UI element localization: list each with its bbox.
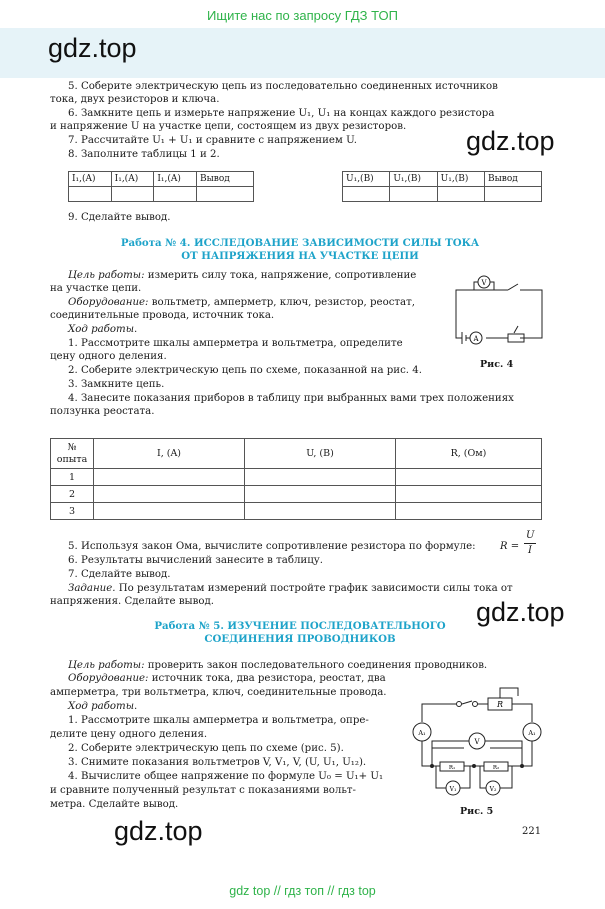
figure-4-voltmeter-label: V: [481, 279, 487, 287]
top-line-5: 7. Рассчитайте U₁ + U₁ и сравните с напряжением U.: [68, 135, 357, 146]
work4-table-header-resistance: R, (Ом): [396, 439, 542, 469]
table-row: [51, 503, 542, 520]
figure-5-v2-label: V₂: [489, 786, 497, 793]
work4-equipment: [68, 296, 415, 309]
footer-links[interactable]: gdz top // гдз топ // гдз top: [229, 884, 376, 898]
work4-task: [68, 582, 513, 595]
table-1-header: I₁,(A): [69, 172, 112, 187]
work5-step-2: 2. Соберите электрическую цепь по схеме (рис. 5).: [68, 743, 344, 754]
work5-equipment-label: Оборудование:: [68, 673, 149, 684]
work5-progress-label: Ход работы.: [68, 701, 138, 712]
work5-step-1b: делите цену одного деления.: [50, 729, 208, 740]
work4-table: [50, 438, 542, 520]
work5-equipment-text-2: амперметра, три вольтметра, ключ, соединительные провода.: [50, 687, 387, 698]
watermark: gdz.top: [48, 33, 137, 63]
top-banner[interactable]: Ищите нас по запросу ГДЗ ТОП: [207, 8, 398, 23]
work5-step-4c: метра. Сделайте вывод.: [50, 799, 179, 810]
work4-step-1: 1. Рассмотрите шкалы амперметра и вольтметра, определите: [68, 338, 403, 349]
figure-4-caption: Рис. 4: [480, 359, 514, 370]
work4-step-1b: цену одного деления.: [50, 351, 167, 362]
table-2: [342, 171, 542, 202]
work4-progress-label: Ход работы.: [68, 324, 138, 335]
work4-goal: [68, 269, 416, 282]
watermark-4: gdz.top: [114, 816, 203, 846]
work4-goal-label: Цель работы:: [68, 270, 145, 281]
work4-table-header-current: I, (A): [94, 439, 245, 469]
page-number: 221: [522, 826, 542, 837]
work4-goal-text-2: на участке цепи.: [50, 283, 142, 294]
work4-step-5: 5. Используя закон Ома, вычислите сопротивление резистора по формуле:: [68, 541, 476, 552]
figure-5-r1-label: R₁: [448, 765, 456, 771]
table-row: [51, 469, 542, 486]
work4-table-cell: 2: [51, 486, 94, 503]
work5-step-3: 3. Снимите показания вольтметров V, V₁, V, (U, U₁, U₁₂).: [68, 757, 367, 768]
work4-title-line2: ОТ НАПРЯЖЕНИЯ НА УЧАСТКЕ ЦЕПИ: [181, 250, 419, 262]
formula-r: R =: [500, 541, 520, 552]
work5-equipment-text: источник тока, два резистора, реостат, два: [148, 673, 386, 684]
formula-numerator: U: [526, 530, 535, 541]
table-row: [51, 486, 542, 503]
work4-title-line1: Работа № 4. ИССЛЕДОВАНИЕ ЗАВИСИМОСТИ СИЛЫ ТОКА: [120, 237, 480, 249]
work4-table-cell: 1: [51, 469, 94, 486]
figure-5-caption: Рис. 5: [460, 806, 494, 817]
figure-5-r2-label: R₂: [492, 765, 500, 771]
figure-5-circuit: [408, 666, 553, 806]
work4-table-cell: 3: [51, 503, 94, 520]
table-1-header: I₁,(A): [154, 172, 197, 187]
work5-goal-label: Цель работы:: [68, 660, 145, 671]
figure-4-circuit: [448, 272, 548, 358]
work4-step-4a: 4. Занесите показания приборов в таблицу при выбранных вами трех положениях: [68, 393, 514, 404]
figure-5-voltmeter-label: V: [474, 738, 480, 746]
work4-task-text-2: напряжения. Сделайте вывод.: [50, 596, 215, 607]
top-line-2: тока, двух резисторов и ключа.: [50, 94, 220, 105]
work4-table-header-num: № опыта: [51, 439, 94, 469]
work4-step-6: 6. Результаты вычислений занесите в таблицу.: [68, 555, 323, 566]
table-2-header: U₁,(B): [437, 172, 484, 187]
work4-task-text: По результатам измерений постройте график зависимости силы тока от: [115, 583, 513, 594]
formula-denominator: I: [528, 545, 532, 556]
top-line-6: 8. Заполните таблицы 1 и 2.: [68, 149, 220, 160]
figure-5-v1-label: V₁: [449, 786, 457, 793]
top-line-1: 5. Соберите электрическую цепь из последовательно соединенных источников: [68, 81, 498, 92]
work4-step-3: 3. Замкните цепь.: [68, 379, 165, 390]
work4-step-4b: ползунка реостата.: [50, 406, 155, 417]
work5-goal-text: проверить закон последовательного соединения проводников.: [144, 660, 488, 671]
table-1-header: I₁,(A): [111, 172, 154, 187]
work4-equipment-text: вольтметр, амперметр, ключ, резистор, реостат,: [148, 297, 416, 308]
table-2-header: Вывод: [485, 172, 542, 187]
work5-step-1: 1. Рассмотрите шкалы амперметра и вольтметра, опре-: [68, 715, 369, 726]
top-line-4: и напряжение U на участке цепи, состоящем из двух резисторов.: [50, 121, 407, 132]
step-9: 9. Сделайте вывод.: [68, 212, 171, 223]
figure-4-ammeter-label: A: [473, 335, 479, 343]
work5-equipment: [68, 672, 386, 685]
work4-equipment-label: Оборудование:: [68, 297, 149, 308]
table-2-header: U₁,(B): [390, 172, 437, 187]
figure-5-ammeter2-label: A₁: [528, 729, 536, 737]
top-line-3: 6. Замкните цепь и измерьте напряжение U₁, U₁ на концах каждого резистора: [68, 108, 495, 119]
work5-step-4b: и сравните полученный результат с показаниями вольт-: [50, 785, 356, 796]
figure-5-ammeter1-label: A₁: [418, 729, 426, 737]
watermark-2: gdz.top: [466, 126, 555, 156]
table-2-header: U₁,(B): [343, 172, 390, 187]
table-1-header: Вывод: [197, 172, 254, 187]
work4-task-label: Задание.: [68, 583, 116, 594]
work4-goal-text: измерить силу тока, напряжение, сопротивление: [144, 270, 417, 281]
work4-table-header-voltage: U, (B): [245, 439, 396, 469]
work5-title-line1: Работа № 5. ИЗУЧЕНИЕ ПОСЛЕДОВАТЕЛЬНОГО: [154, 620, 446, 632]
table-1: [68, 171, 254, 202]
work5-title-line2: СОЕДИНЕНИЯ ПРОВОДНИКОВ: [204, 633, 396, 645]
work4-step-7: 7. Сделайте вывод.: [68, 569, 171, 580]
figure-5-rheostat-label: R: [496, 700, 504, 709]
work4-step-2: 2. Соберите электрическую цепь по схеме, показанной на рис. 4.: [68, 365, 423, 376]
work4-equipment-text-2: соединительные провода, источник тока.: [50, 310, 275, 321]
work5-step-4: 4. Вычислите общее напряжение по формуле U₀ = U₁+ U₁: [68, 771, 384, 782]
watermark-3: gdz.top: [476, 597, 565, 627]
